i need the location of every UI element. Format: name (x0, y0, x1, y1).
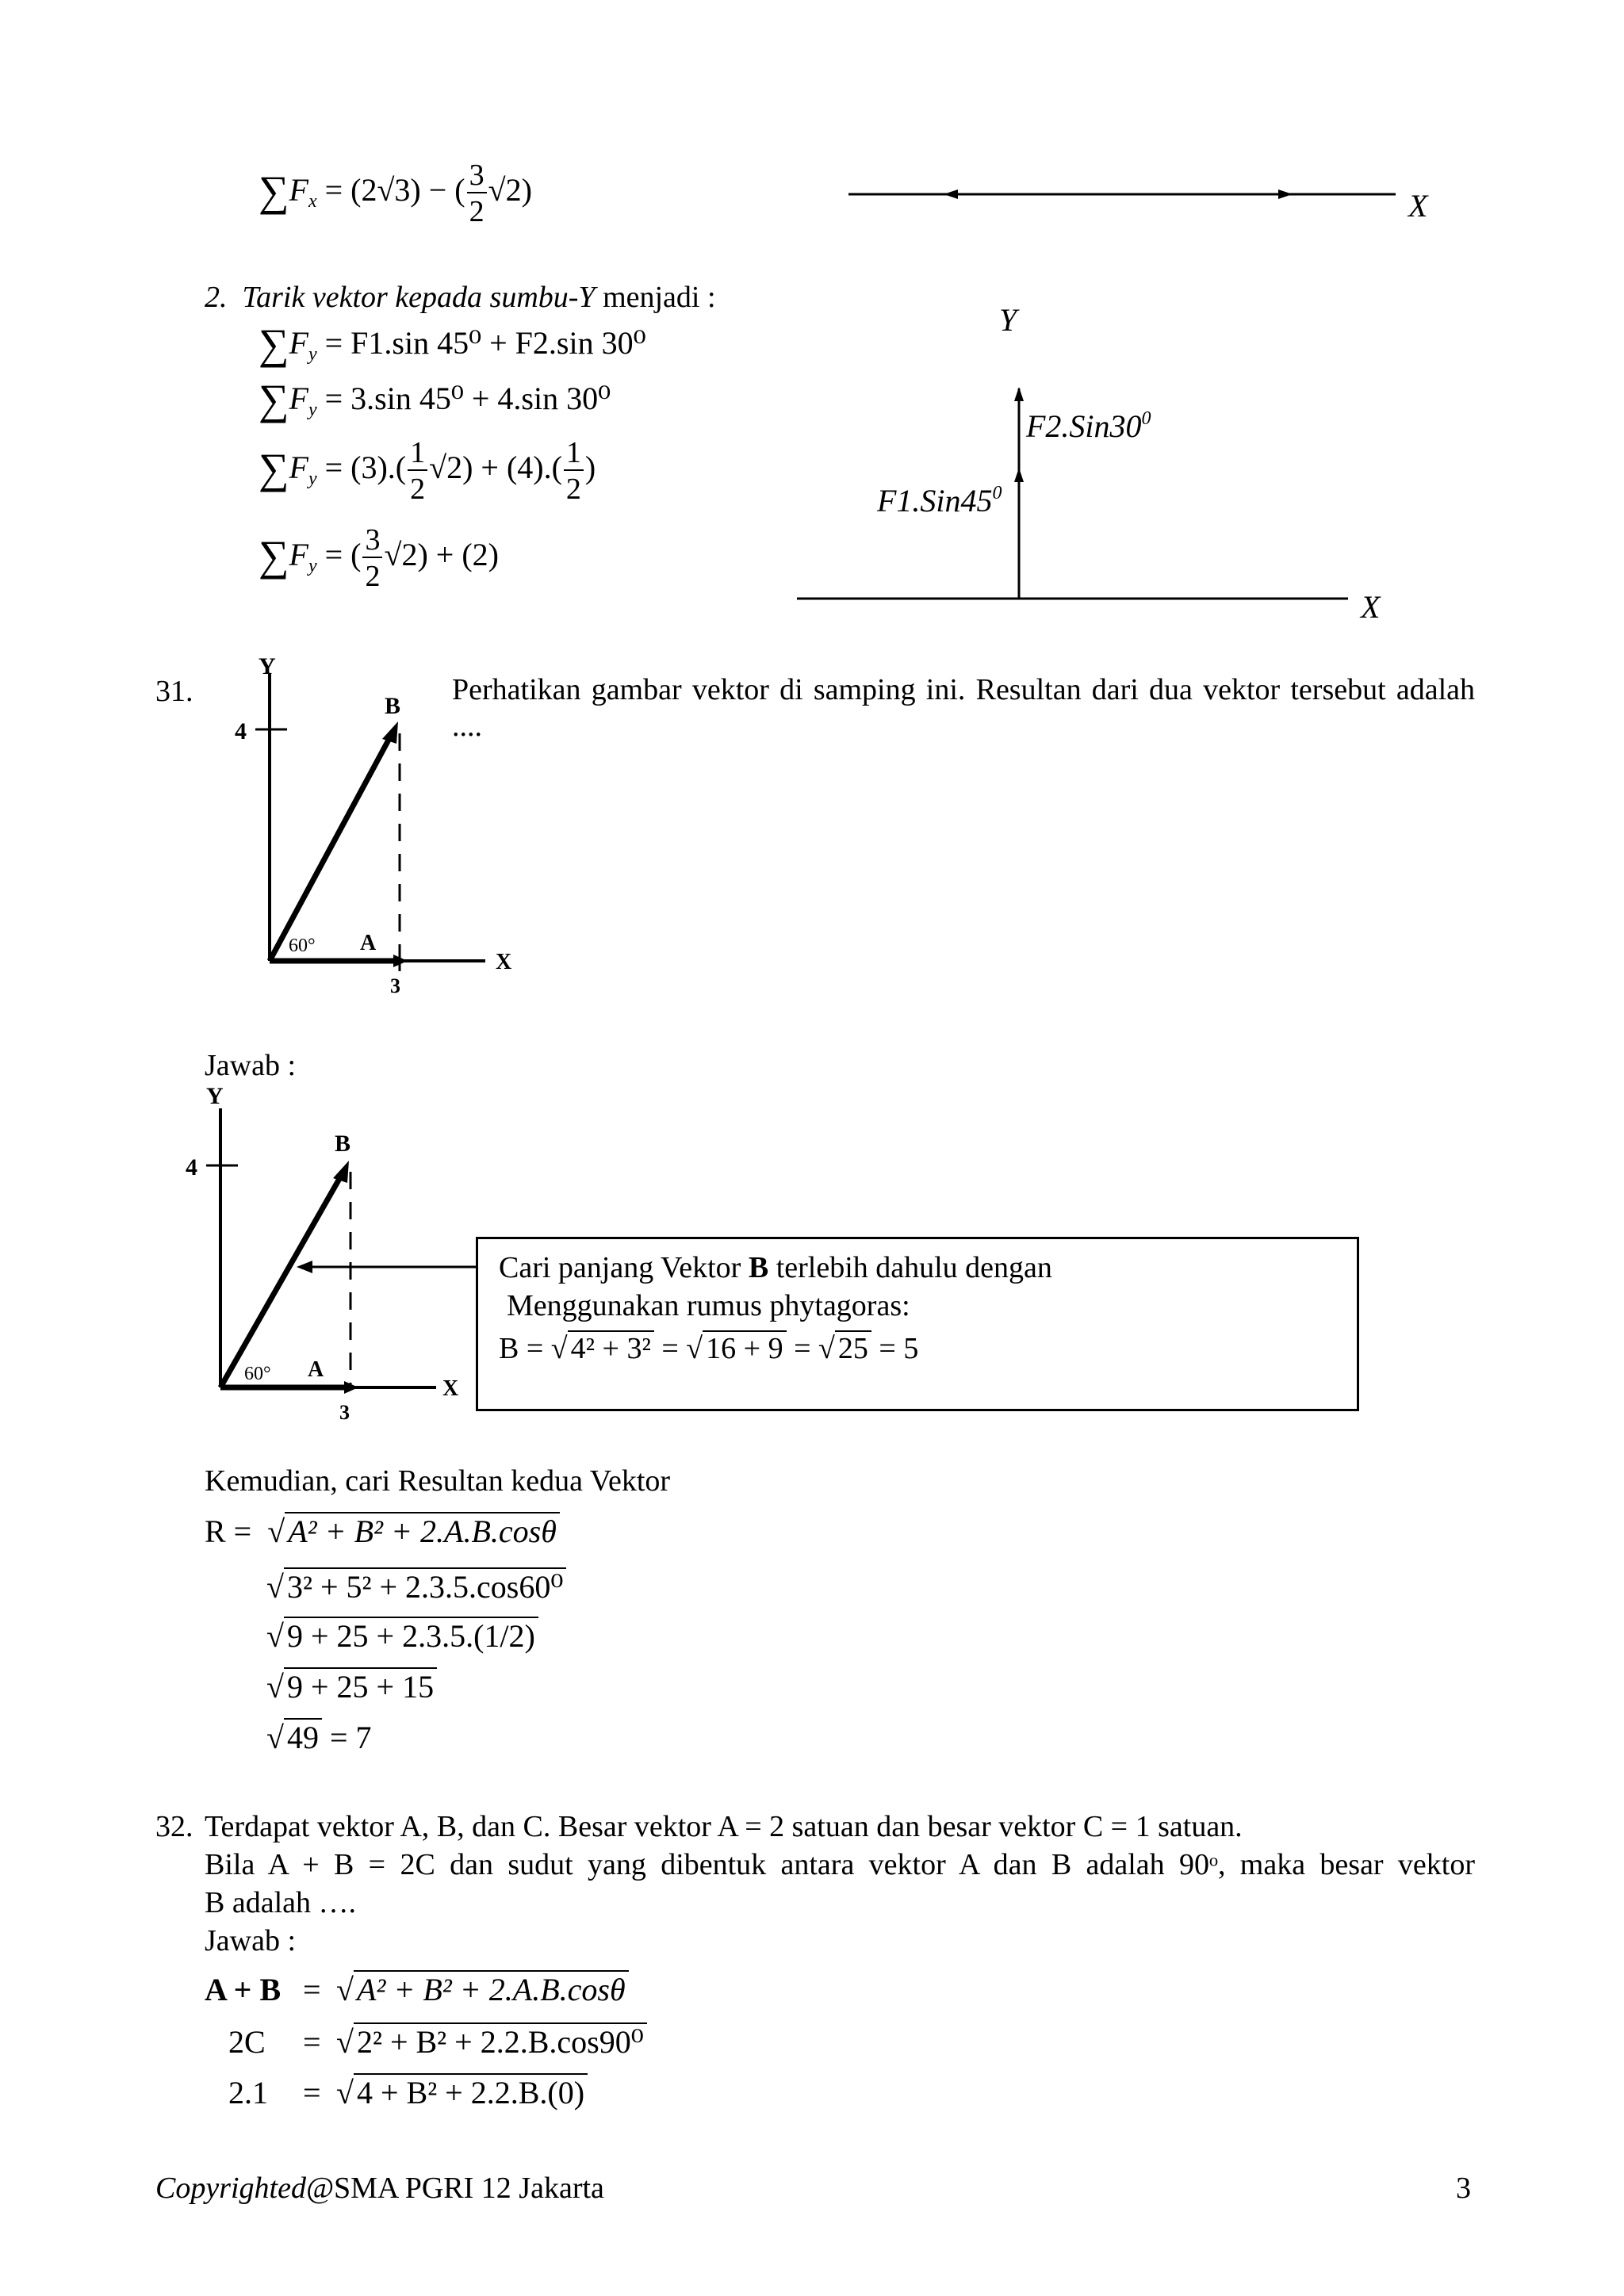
f1-arrowhead (1014, 468, 1024, 482)
f2-arrowhead (1014, 387, 1024, 401)
answer31-x-label: X (442, 1376, 459, 1401)
q31-angle-label: 60° (289, 936, 316, 956)
eq1-rhs: √ A² + B² + 2.A.B.cosθ (336, 1971, 629, 2009)
answer31-b-label: B (335, 1131, 351, 1157)
then-find-resultant: Kemudian, cari Resultan kedua Vektor (205, 1464, 671, 1498)
resultant-line-2: √ 3² + 5² + 2.3.5.cos60⁰ (266, 1568, 566, 1606)
sum-fy-line-3: $\sum F_y = (3)$.( $\frac{1}{2}$ √2) + (4).( $\frac{1}{2}$ ) (259, 436, 596, 506)
question-32-line-1: Terdapat vektor A, B, dan C. Besar vektor A = 2 satuan dan besar vektor C = 1 satuan. (205, 1810, 1243, 1843)
left-arrowhead (944, 189, 958, 199)
resultant-line-5: √ 49 = 7 (266, 1720, 372, 1755)
q31-b-label: B (385, 693, 401, 719)
question-32-number: 32. (155, 1810, 193, 1843)
resultant-line-1: R = √ A² + B² + 2.A.B.cosθ (205, 1513, 560, 1551)
question-31-number: 31. (155, 675, 193, 708)
resultant-line-3: √ 9 + 25 + 2.3.5.(1/2) (266, 1617, 538, 1655)
page-number: 3 (1456, 2172, 1471, 2205)
sum-fy-line-2: $\sum F_y = 3.\sin$ 45⁰ + 4.sin 30⁰ (259, 376, 611, 423)
answer31-angle-label: 60° (244, 1364, 271, 1384)
answer31-a-label: A (308, 1357, 324, 1382)
eq1-sign: = (303, 1972, 321, 2007)
eq3-sign: = (303, 2075, 321, 2110)
eq2-lhs: 2C (228, 2024, 266, 2060)
q31-four-label: 4 (235, 718, 247, 744)
sum-fx-equation: $\sum F_x = (2√3)$ − ( $\frac{3}{2}$ √2) (259, 159, 532, 228)
q31-y-label: Y (259, 653, 276, 679)
x-axis-vectors-figure (841, 166, 1475, 230)
box-line-3: B = √ 4² + 3² = √ 16 + 9 = √ 25 = 5 (499, 1332, 919, 1365)
q31-x-label: X (496, 950, 512, 974)
f1-sin45-label: $F1.Sin45^0$ (877, 483, 1002, 519)
footer-copyright: Copyrighted@SMA PGRI 12 Jakarta (155, 2172, 604, 2205)
sum-fy-line-4: $\sum F_y$ = ( $\frac{3}{2}$ √2) + (2) (259, 523, 499, 593)
eq3-rhs: √ 4 + B² + 2.2.B.(0) (336, 2074, 588, 2112)
pointer-arrow (293, 1251, 484, 1283)
question-32-line-3: B adalah …. (205, 1886, 357, 1919)
eq1-lhs: A + B (205, 1972, 282, 2007)
x-axis-label-top: X (1408, 188, 1428, 224)
answer31-four-label: 4 (186, 1154, 197, 1181)
x-axis-label-middle: X (1361, 589, 1381, 625)
step-2-heading: 2. Tarik vektor kepada sumbu-Y menjadi : (205, 281, 716, 314)
answer-vector-b-arrowhead (333, 1161, 349, 1183)
pythagoras-box (476, 1237, 1359, 1411)
answer31-y-label: Y (206, 1085, 224, 1109)
eq2-rhs: √ 2² + B² + 2.2.B.cos90⁰ (336, 2023, 647, 2061)
right-arrowhead (1278, 189, 1293, 199)
sum-fy-line-1: $\sum F_y = F1.\sin$ 45⁰ + F2.sin 30⁰ (259, 320, 646, 368)
f2-sin30-label: $F2.Sin30^0$ (1026, 408, 1151, 444)
question-31-text: Perhatikan gambar vektor di samping ini. Resultan dari dua vektor tersebut adalah .... (452, 673, 1475, 743)
q31-three-label: 3 (390, 974, 400, 997)
eq2-sign: = (303, 2024, 321, 2060)
y-axis-label-top: Y (999, 302, 1017, 338)
question-32-line-2: Bila A + B = 2C dan sudut yang dibentuk antara vektor A dan B adalah 90ᵒ, maka besar vektor (205, 1848, 1475, 1881)
q31-a-label: A (360, 931, 377, 955)
vector-b-arrowhead (382, 721, 398, 744)
eq3-lhs: 2.1 (228, 2075, 268, 2110)
box-line-2: Menggunakan rumus phytagoras: (507, 1289, 910, 1322)
jawab-32: Jawab : (205, 1924, 297, 1957)
resultant-line-4: √ 9 + 25 + 15 (266, 1668, 437, 1706)
box-line-1: Cari panjang Vektor B terlebih dahulu dengan (499, 1251, 1052, 1284)
jawab-31: Jawab : (205, 1049, 297, 1082)
answer31-three-label: 3 (339, 1401, 350, 1424)
